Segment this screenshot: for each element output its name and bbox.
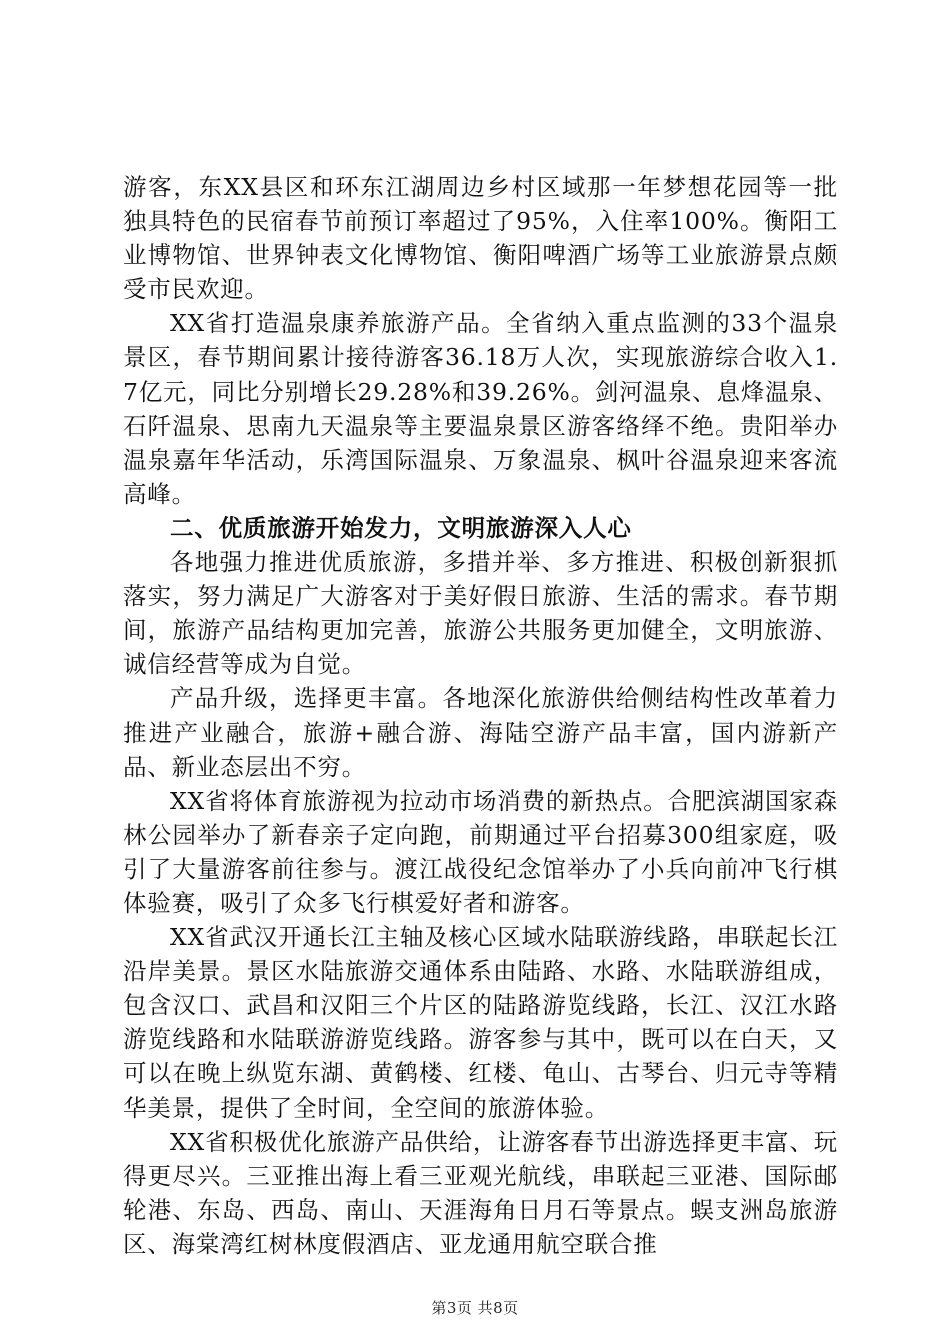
- document-body: [123, 170, 838, 1261]
- paragraph-product-upgrade: 产品升级，选择更丰富。各地深化旅游供给侧结构性改革着力推进产业融合，旅游+融合游、海陆空游产品丰富，国内游新产品、新业态层出不穷。: [123, 684, 838, 781]
- paragraph-wuhan-routes: XX省武汉开通长江主轴及核心区域水陆联游线路，串联起长江沿岸美景。景区水陆旅游交通体系由陆路、水路、水陆联游组成，包含汉口、武昌和汉阳三个片区的陆路游览线路，长江、汉江水路游览线路和水陆联游游览线路。游客参与其中，既可以在白天，又可以在晚上纵览东湖、黄鹤楼、红楼、龟山、古琴台、归元寺等精华美景，提供了全时间，全空间的旅游体验。: [123, 923, 838, 1122]
- section-heading: 二、优质旅游开始发力，文明旅游深入人心: [170, 513, 632, 542]
- paragraph-sanya-products: XX省积极优化旅游产品供给，让游客春节出游选择更丰富、玩得更尽兴。三亚推出海上看三亚观光航线，串联起三亚港、国际邮轮港、东岛、西岛、南山、天涯海角日月石等景点。蜈支洲岛旅游区、海棠湾红树林度假酒店、亚龙通用航空联合推: [123, 1127, 838, 1258]
- paragraph-sports-tourism: XX省将体育旅游视为拉动市场消费的新热点。合肥滨湖国家森林公园举办了新春亲子定向跑，前期通过平台招募300组家庭，吸引了大量游客前往参与。渡江战役纪念馆举办了小兵向前冲飞行棋体验赛，吸引了众多飞行棋爱好者和游客。: [123, 786, 838, 917]
- paragraph-quality-tourism: 各地强力推进优质旅游，多措并举、多方推进、积极创新狠抓落实，努力满足广大游客对于美好假日旅游、生活的需求。春节期间，旅游产品结构更加完善，旅游公共服务更加健全，文明旅游、诚信经营等成为自觉。: [123, 548, 838, 679]
- paragraph-hot-springs: XX省打造温泉康养旅游产品。全省纳入重点监测的33个温泉景区，春节期间累计接待游客36.18万人次，实现旅游综合收入1.7亿元，同比分别增长29.28%和39.26%。剑河温泉、息烽温泉、石阡温泉、思南九天温泉等主要温泉景区游客络绎不绝。贵阳举办温泉嘉年华活动，乐湾国际温泉、万象温泉、枫叶谷温泉迎来客流高峰。: [123, 309, 838, 508]
- paragraph-continuation: 游客，东XX县区和环东江湖周边乡村区域那一年梦想花园等一批独具特色的民宿春节前预订率超过了95%，入住率100%。衡阳工业博物馆、世界钟表文化博物馆、衡阳啤酒广场等工业旅游景点颇受市民欢迎。: [123, 173, 838, 304]
- page-number-footer: 第3页 共8页: [431, 1299, 519, 1317]
